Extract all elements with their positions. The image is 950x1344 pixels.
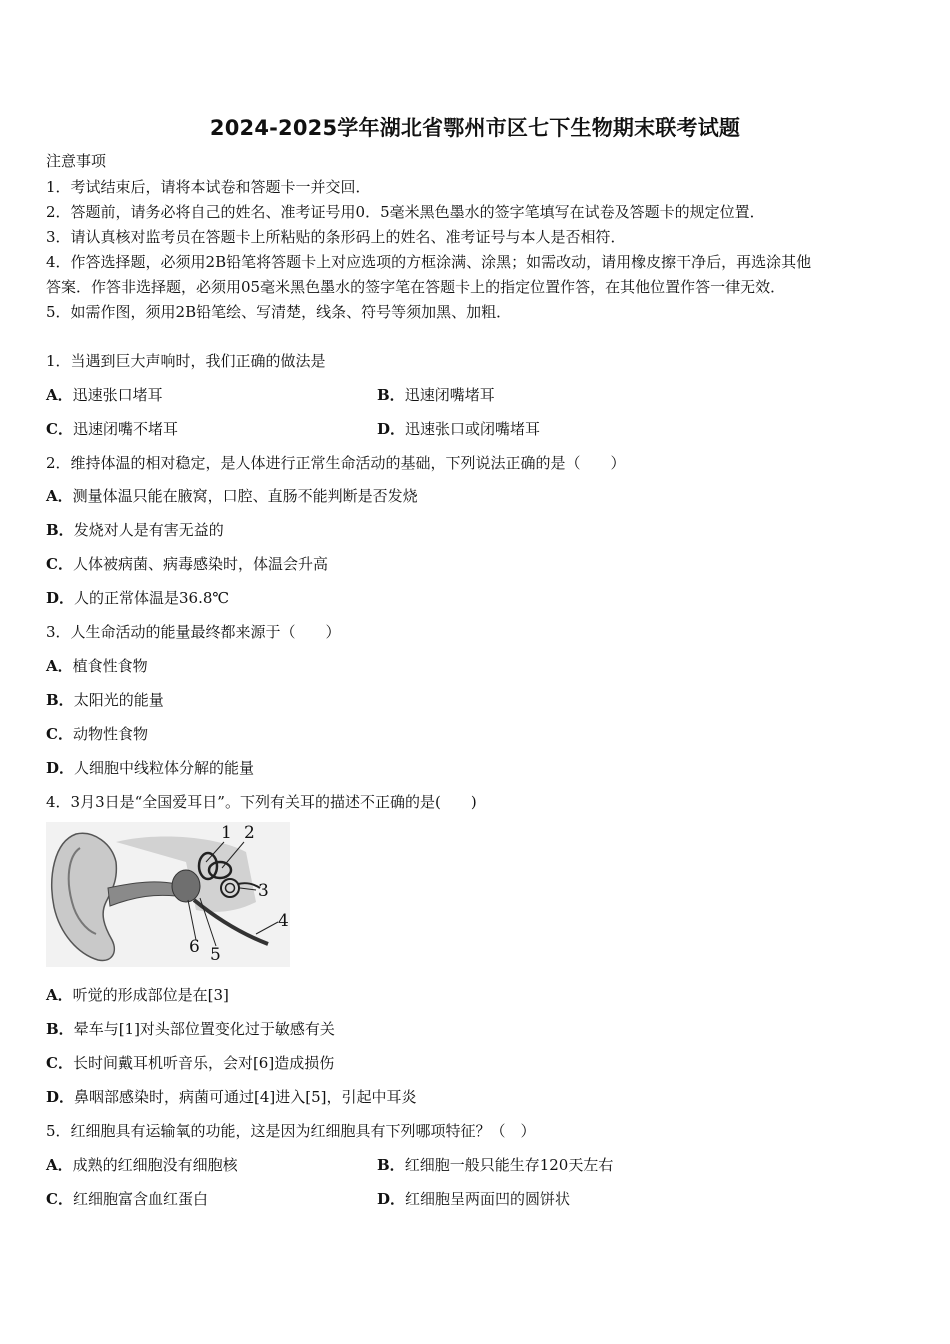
option-text: 迅速张口或闭嘴堵耳	[405, 420, 541, 438]
option-d[interactable]	[377, 419, 540, 439]
option-label: C．	[46, 725, 73, 743]
option-text: 太阳光的能量	[73, 691, 164, 709]
option-c[interactable]	[46, 724, 148, 744]
question-stem: 5．红细胞具有运输氧的功能，这是因为红细胞具有下列哪项特征？（ ）	[46, 1122, 536, 1140]
option-text: 迅速闭嘴不堵耳	[72, 420, 178, 438]
option-a[interactable]	[46, 656, 148, 676]
option-label: B．	[377, 1156, 405, 1174]
option-text: 红细胞一般只能生存120天左右	[404, 1156, 614, 1174]
option-a[interactable]	[46, 1155, 238, 1175]
option-text: 人细胞中线粒体分解的能量	[74, 759, 255, 777]
notice-item: 3．请认真核对监考员在答题卡上所粘贴的条形码上的姓名、准考证号与本人是否相符．	[46, 228, 626, 246]
option-a[interactable]	[46, 385, 163, 405]
notice-item: 5．如需作图，须用2B铅笔绘、写清楚，线条、符号等须加黑、加粗．	[46, 303, 512, 321]
notice-heading: 注意事项	[46, 152, 107, 170]
option-text: 红细胞呈两面凹的圆饼状	[405, 1190, 571, 1208]
option-label: D．	[377, 420, 406, 438]
option-a[interactable]	[46, 985, 229, 1005]
option-label: D．	[46, 1088, 75, 1106]
option-label: A．	[46, 986, 73, 1004]
diagram-label-4: 4	[278, 911, 289, 931]
option-text: 红细胞富含血红蛋白	[72, 1190, 208, 1208]
option-d[interactable]	[377, 1189, 570, 1209]
option-label: D．	[377, 1190, 406, 1208]
option-text: 人体被病菌、病毒感染时，体温会升高	[72, 555, 328, 573]
option-c[interactable]	[46, 419, 178, 439]
option-d[interactable]	[46, 758, 254, 778]
option-b[interactable]	[377, 1155, 613, 1175]
option-text: 晕车与[1]对头部位置变化过于敏感有关	[73, 1020, 335, 1038]
option-label: C．	[46, 1054, 73, 1072]
question-stem: 1．当遇到巨大声响时，我们正确的做法是	[46, 352, 326, 370]
option-b[interactable]	[46, 1019, 335, 1039]
option-c[interactable]	[46, 554, 328, 574]
question-stem: 4．3月3日是“全国爱耳日”。下列有关耳的描述不正确的是( )	[46, 793, 477, 811]
question-stem: 2．维持体温的相对稳定，是人体进行正常生命活动的基础，下列说法正确的是（ ）	[46, 454, 626, 472]
option-label: A．	[46, 487, 73, 505]
diagram-label-1: 1	[221, 823, 232, 843]
option-label: A．	[46, 1156, 73, 1174]
option-label: B．	[46, 521, 74, 539]
option-label: B．	[377, 386, 405, 404]
ear-diagram	[46, 822, 290, 967]
diagram-label-6: 6	[189, 937, 200, 957]
option-text: 听觉的形成部位是在[3]	[72, 986, 229, 1004]
diagram-label-5: 5	[210, 945, 221, 965]
option-text: 鼻咽部感染时，病菌可通过[4]进入[5]，引起中耳炎	[74, 1088, 417, 1106]
option-text: 人的正常体温是36.8℃	[74, 589, 230, 607]
option-text: 迅速张口堵耳	[72, 386, 163, 404]
option-c[interactable]	[46, 1053, 334, 1073]
option-label: C．	[46, 555, 73, 573]
option-text: 植食性食物	[72, 657, 148, 675]
option-b[interactable]	[377, 385, 495, 405]
option-a[interactable]	[46, 486, 418, 506]
option-label: C．	[46, 1190, 73, 1208]
notice-item: 答案．作答非选择题，必须用05毫米黑色墨水的签字笔在答题卡上的指定位置作答，在其他位置作答一律无效．	[46, 278, 786, 296]
option-label: A．	[46, 657, 73, 675]
option-c[interactable]	[46, 1189, 208, 1209]
page-title: 2024-2025学年湖北省鄂州市区七下生物期末联考试题	[209, 116, 741, 140]
option-text: 测量体温只能在腋窝，口腔、直肠不能判断是否发烧	[72, 487, 418, 505]
option-label: D．	[46, 589, 75, 607]
option-d[interactable]	[46, 1087, 417, 1107]
option-label: B．	[46, 691, 74, 709]
notice-item: 4．作答选择题，必须用2B铅笔将答题卡上对应选项的方框涂满、涂黑；如需改动，请用橡皮擦干净后，再选涂其他	[46, 253, 812, 271]
diagram-label-3: 3	[258, 881, 269, 901]
notice-item: 2．答题前，请务必将自己的姓名、准考证号用0．5毫米黑色墨水的签字笔填写在试卷及答题卡的规定位置．	[46, 203, 765, 221]
option-label: D．	[46, 759, 75, 777]
ear-diagram-illustration	[46, 822, 290, 967]
option-label: B．	[46, 1020, 74, 1038]
option-b[interactable]	[46, 520, 224, 540]
option-text: 迅速闭嘴堵耳	[404, 386, 495, 404]
diagram-label-2: 2	[244, 823, 255, 843]
question-stem: 3．人生命活动的能量最终都来源于（ ）	[46, 623, 341, 641]
notice-item: 1．考试结束后，请将本试卷和答题卡一并交回．	[46, 178, 371, 196]
option-label: C．	[46, 420, 73, 438]
option-label: A．	[46, 386, 73, 404]
option-text: 动物性食物	[72, 725, 148, 743]
option-text: 成熟的红细胞没有细胞核	[72, 1156, 238, 1174]
option-text: 长时间戴耳机听音乐，会对[6]造成损伤	[72, 1054, 335, 1072]
option-text: 发烧对人是有害无益的	[73, 521, 224, 539]
option-b[interactable]	[46, 690, 164, 710]
option-d[interactable]	[46, 588, 229, 608]
